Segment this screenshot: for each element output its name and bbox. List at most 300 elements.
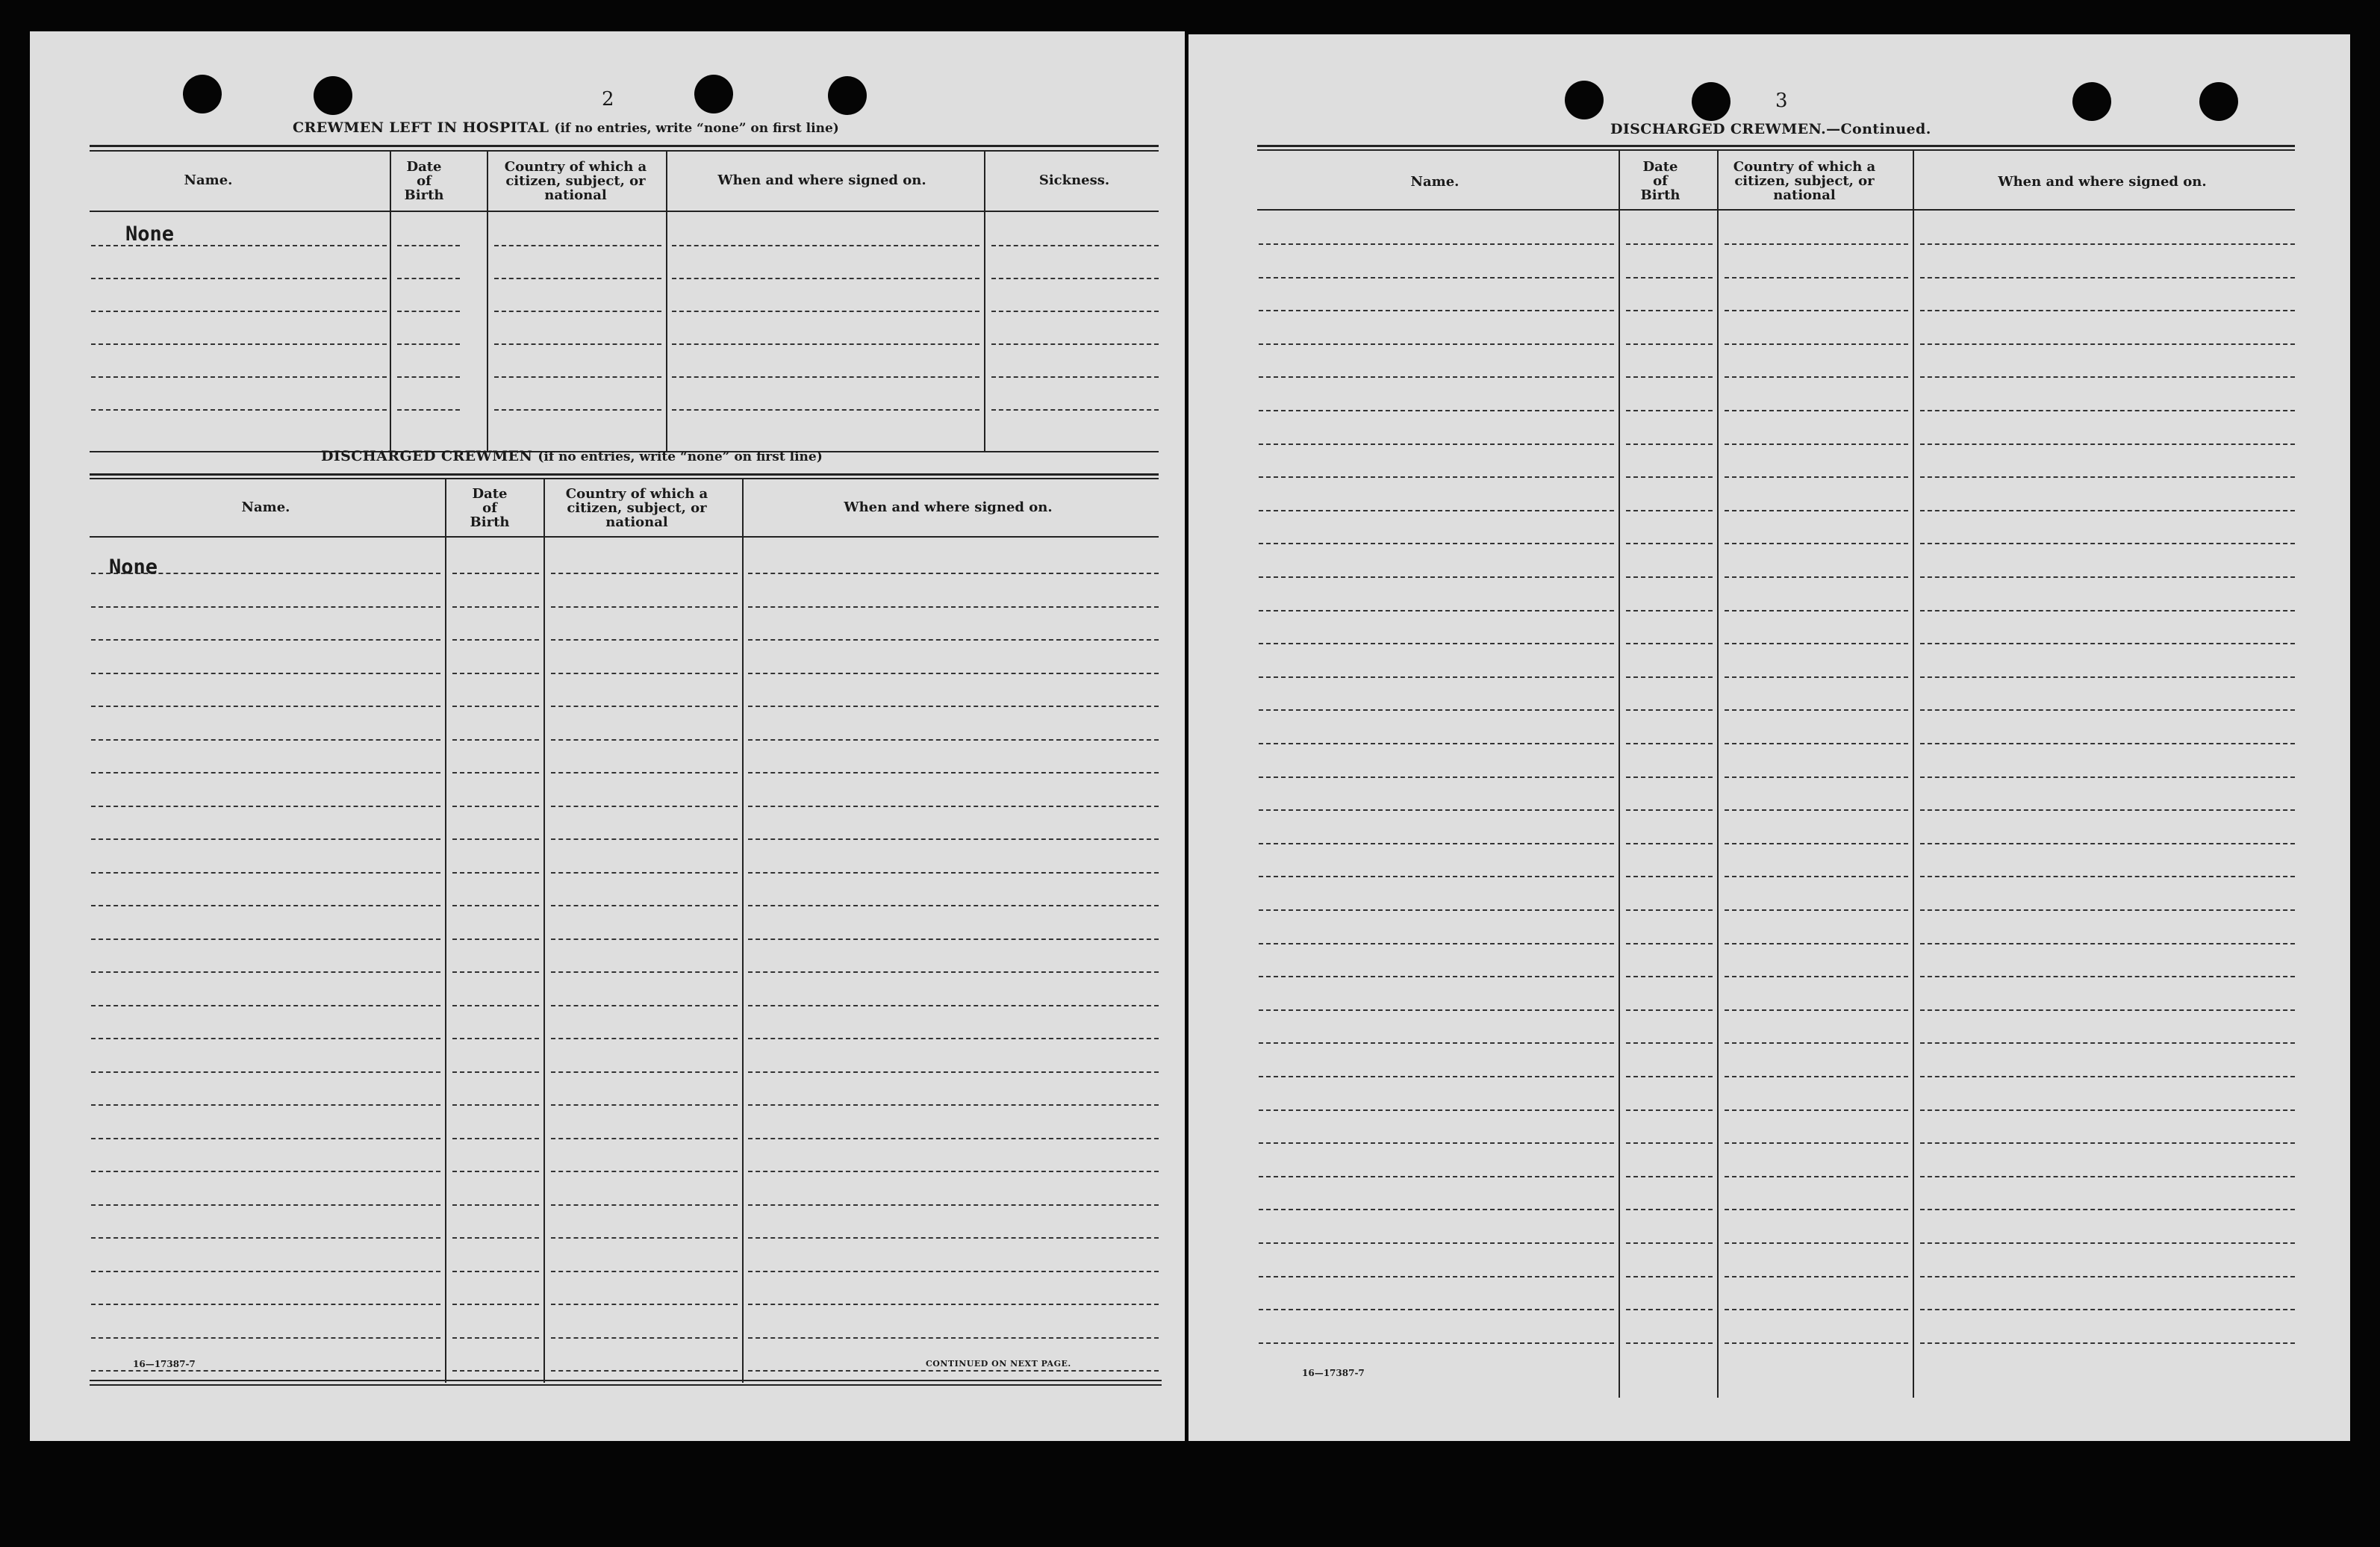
ruled-line: [1259, 809, 1614, 811]
ruled-line: [748, 971, 1159, 973]
ruled-line: [1259, 443, 1614, 445]
ruled-line: [1920, 776, 2295, 778]
ruled-line: [1725, 410, 1908, 411]
ruled-line: [1259, 843, 1614, 844]
ruled-line: [1920, 476, 2295, 478]
ruled-line: [91, 971, 440, 973]
punch-hole: [1692, 82, 1731, 121]
ruled-line: [1259, 1176, 1614, 1177]
ruled-line: [1626, 277, 1713, 278]
ruled-line: [1626, 1209, 1713, 1210]
ruled-line: [672, 278, 979, 279]
ruled-line: [748, 1071, 1159, 1073]
ruled-line: [748, 1138, 1159, 1139]
ruled-line: [1259, 343, 1614, 345]
ruled-line: [1920, 443, 2295, 445]
ruled-line: [1259, 643, 1614, 644]
ruled-line: [748, 573, 1159, 574]
punch-hole: [694, 75, 733, 113]
ruled-line: [551, 1271, 738, 1272]
discharged-section-title: [321, 448, 823, 464]
ruled-line: [1259, 1142, 1614, 1144]
punch-hole: [2072, 82, 2111, 121]
ruled-line: [748, 905, 1159, 906]
ruled-line: [748, 1104, 1159, 1106]
ruled-line: [1920, 376, 2295, 378]
ruled-line: [1920, 1109, 2295, 1111]
ruled-line: [91, 838, 440, 840]
ruled-line: [1626, 1076, 1713, 1077]
ruled-line: [1920, 909, 2295, 911]
ruled-line: [452, 573, 539, 574]
ruled-line: [1725, 1109, 1908, 1111]
ruled-line: [1725, 1342, 1908, 1344]
ruled-line: [551, 838, 738, 840]
ruled-line: [551, 706, 738, 707]
ruled-line: [1920, 1276, 2295, 1277]
ruled-line: [1920, 576, 2295, 578]
ruled-line: [672, 245, 979, 246]
ruled-line: [91, 706, 440, 707]
ruled-line: [91, 1271, 440, 1272]
ruled-line: [452, 905, 539, 906]
ruled-line: [748, 1271, 1159, 1272]
ruled-line: [452, 1005, 539, 1006]
discharged-title-note: (if no entries, write “none” on first line): [538, 449, 823, 464]
ruled-line: [91, 1104, 440, 1106]
ruled-line: [748, 1005, 1159, 1006]
ruled-line: [1920, 876, 2295, 877]
ruled-line: [1626, 876, 1713, 877]
ruled-line: [1259, 476, 1614, 478]
ruled-line: [91, 905, 440, 906]
ruled-line: [672, 376, 979, 378]
ruled-line: [1725, 676, 1908, 678]
ruled-line: [1259, 776, 1614, 778]
ruled-line: [1626, 676, 1713, 678]
ruled-line: [1920, 1009, 2295, 1011]
ruled-line: [748, 838, 1159, 840]
ruled-line: [551, 1304, 738, 1305]
hospital-entry: None: [125, 222, 175, 246]
ruled-line: [91, 939, 440, 940]
ruled-line: [452, 739, 539, 741]
ruled-line: [1920, 843, 2295, 844]
ruled-line: [1920, 676, 2295, 678]
ruled-line: [551, 639, 738, 641]
ruled-line: [1626, 443, 1713, 445]
ruled-line: [494, 278, 661, 279]
ruled-line: [397, 343, 460, 345]
ruled-line: [1725, 343, 1908, 345]
ruled-line: [91, 1204, 440, 1206]
ruled-line: [748, 739, 1159, 741]
ruled-line: [551, 1370, 738, 1372]
ruled-line: [551, 971, 738, 973]
ruled-line: [551, 606, 738, 608]
ruled-line: [452, 1138, 539, 1139]
ruled-line: [1259, 876, 1614, 877]
ruled-line: [1920, 643, 2295, 644]
ruled-line: [1259, 576, 1614, 578]
ruled-line: [91, 806, 440, 807]
ruled-line: [748, 639, 1159, 641]
ruled-line: [452, 673, 539, 674]
right-section-title: DISCHARGED CREWMEN.—Continued.: [1610, 121, 1931, 137]
left-form-page: [30, 31, 1185, 1441]
ruled-line: [1725, 476, 1908, 478]
ruled-line: [1259, 610, 1614, 611]
ruled-line: [1626, 1142, 1713, 1144]
ruled-line: [1626, 776, 1713, 778]
punch-hole: [183, 75, 222, 113]
ruled-line: [1626, 1009, 1713, 1011]
ruled-line: [1259, 310, 1614, 311]
discharged-entry: None: [109, 555, 158, 579]
col-name: Name.: [184, 172, 233, 188]
ruled-line: [1259, 410, 1614, 411]
ruled-line: [1626, 743, 1713, 744]
ruled-line: [1920, 277, 2295, 278]
ruled-line: [551, 806, 738, 807]
ruled-line: [1920, 1076, 2295, 1077]
ruled-line: [551, 1204, 738, 1206]
ruled-line: [551, 1171, 738, 1172]
ruled-line: [91, 311, 387, 312]
col-country: Country of which a citizen, subject, or national: [1733, 159, 1876, 203]
col-date-of-birth: Date of Birth: [470, 486, 510, 530]
ruled-line: [672, 343, 979, 345]
ruled-line: [1259, 1276, 1614, 1277]
ruled-line: [1725, 876, 1908, 877]
ruled-line: [1725, 543, 1908, 544]
ruled-line: [1259, 1342, 1614, 1344]
ruled-line: [1725, 243, 1908, 245]
ruled-line: [1920, 610, 2295, 611]
ruled-line: [1725, 709, 1908, 711]
ruled-line: [1920, 410, 2295, 411]
ruled-line: [1725, 1309, 1908, 1310]
ruled-line: [1725, 310, 1908, 311]
ruled-line: [551, 739, 738, 741]
ruled-line: [1920, 809, 2295, 811]
ruled-line: [1725, 943, 1908, 944]
ruled-line: [1725, 1009, 1908, 1011]
ruled-line: [494, 376, 661, 378]
ruled-line: [1259, 543, 1614, 544]
ruled-line: [91, 872, 440, 874]
ruled-line: [494, 409, 661, 411]
ruled-line: [1725, 1242, 1908, 1244]
ruled-line: [1259, 1242, 1614, 1244]
ruled-line: [1626, 476, 1713, 478]
ruled-line: [1259, 243, 1614, 245]
ruled-line: [452, 772, 539, 774]
ruled-line: [452, 1337, 539, 1339]
ruled-line: [748, 673, 1159, 674]
ruled-line: [991, 409, 1159, 411]
ruled-line: [551, 772, 738, 774]
ruled-line: [91, 1171, 440, 1172]
col-date-of-birth: Date of Birth: [1640, 159, 1680, 203]
col-when-where: When and where signed on.: [717, 172, 926, 188]
ruled-line: [91, 1138, 440, 1139]
ruled-line: [1626, 410, 1713, 411]
punch-hole: [1565, 81, 1604, 119]
ruled-line: [1725, 976, 1908, 977]
ruled-line: [1725, 809, 1908, 811]
ruled-line: [452, 1204, 539, 1206]
ruled-line: [397, 278, 460, 279]
ruled-line: [991, 376, 1159, 378]
ruled-line: [91, 1337, 440, 1339]
ruled-line: [1626, 976, 1713, 977]
ruled-line: [748, 1370, 1159, 1372]
ruled-line: [91, 1038, 440, 1039]
ruled-line: [672, 409, 979, 411]
ruled-line: [91, 278, 387, 279]
ruled-line: [1626, 943, 1713, 944]
ruled-line: [452, 1038, 539, 1039]
ruled-line: [1725, 277, 1908, 278]
ruled-line: [91, 772, 440, 774]
ruled-line: [397, 245, 460, 246]
punch-hole: [314, 76, 352, 115]
ruled-line: [397, 311, 460, 312]
ruled-line: [91, 1370, 440, 1372]
ruled-line: [1920, 543, 2295, 544]
ruled-line: [748, 939, 1159, 940]
ruled-line: [748, 706, 1159, 707]
ruled-line: [748, 806, 1159, 807]
ruled-line: [452, 706, 539, 707]
ruled-line: [91, 1005, 440, 1006]
ruled-line: [1725, 1176, 1908, 1177]
ruled-line: [991, 245, 1159, 246]
ruled-line: [1920, 243, 2295, 245]
ruled-line: [1725, 510, 1908, 511]
ruled-line: [1920, 1309, 2295, 1310]
ruled-line: [452, 606, 539, 608]
ruled-line: [452, 806, 539, 807]
ruled-line: [1725, 376, 1908, 378]
ruled-line: [1920, 1176, 2295, 1177]
ruled-line: [1626, 510, 1713, 511]
ruled-line: [91, 343, 387, 345]
ruled-line: [91, 739, 440, 741]
ruled-line: [1626, 909, 1713, 911]
ruled-line: [551, 1237, 738, 1239]
col-sickness: Sickness.: [1038, 172, 1110, 188]
ruled-line: [672, 311, 979, 312]
ruled-line: [91, 606, 440, 608]
ruled-line: [1259, 1209, 1614, 1210]
ruled-line: [91, 409, 387, 411]
ruled-line: [494, 343, 661, 345]
ruled-line: [748, 1304, 1159, 1305]
ruled-line: [551, 1005, 738, 1006]
col-country: Country of which a citizen, subject, or national: [504, 159, 647, 203]
form-number: 16—17387-7: [133, 1359, 196, 1369]
ruled-line: [452, 872, 539, 874]
ruled-line: [494, 245, 661, 246]
ruled-line: [1725, 576, 1908, 578]
ruled-line: [91, 1304, 440, 1305]
ruled-line: [1725, 909, 1908, 911]
ruled-line: [1259, 676, 1614, 678]
ruled-line: [397, 376, 460, 378]
ruled-line: [1626, 1242, 1713, 1244]
ruled-line: [1259, 943, 1614, 944]
ruled-line: [1920, 1209, 2295, 1210]
right-form-page: [1189, 34, 2350, 1441]
ruled-line: [1259, 976, 1614, 977]
ruled-line: [1920, 310, 2295, 311]
punch-hole: [2199, 82, 2238, 121]
ruled-line: [551, 1038, 738, 1039]
ruled-line: [452, 1237, 539, 1239]
ruled-line: [1626, 1309, 1713, 1310]
ruled-line: [551, 673, 738, 674]
ruled-line: [91, 673, 440, 674]
ruled-line: [1725, 1076, 1908, 1077]
ruled-line: [452, 1104, 539, 1106]
ruled-line: [748, 606, 1159, 608]
ruled-line: [1920, 1042, 2295, 1044]
ruled-line: [551, 905, 738, 906]
ruled-line: [551, 1138, 738, 1139]
ruled-line: [1920, 1242, 2295, 1244]
hospital-section-title: [293, 119, 839, 136]
ruled-line: [1259, 510, 1614, 511]
ruled-line: [1259, 1109, 1614, 1111]
ruled-line: [991, 278, 1159, 279]
ruled-line: [91, 1071, 440, 1073]
ruled-line: [1920, 709, 2295, 711]
ruled-line: [1725, 443, 1908, 445]
ruled-line: [1626, 376, 1713, 378]
ruled-line: [452, 1271, 539, 1272]
ruled-line: [1259, 743, 1614, 744]
ruled-line: [1725, 1142, 1908, 1144]
ruled-line: [1259, 1009, 1614, 1011]
ruled-line: [748, 772, 1159, 774]
col-date-of-birth: Date of Birth: [404, 159, 444, 203]
page-number: 3: [1775, 90, 1788, 112]
ruled-line: [1626, 310, 1713, 311]
ruled-line: [1920, 1342, 2295, 1344]
col-when-where: When and where signed on.: [1998, 174, 2207, 190]
ruled-line: [1259, 376, 1614, 378]
ruled-line: [991, 343, 1159, 345]
col-when-where: When and where signed on.: [844, 499, 1053, 515]
ruled-line: [1626, 610, 1713, 611]
ruled-line: [1626, 643, 1713, 644]
ruled-line: [1725, 1209, 1908, 1210]
ruled-line: [551, 939, 738, 940]
ruled-line: [1920, 976, 2295, 977]
ruled-line: [1259, 1076, 1614, 1077]
punch-hole: [828, 76, 867, 115]
ruled-line: [991, 311, 1159, 312]
ruled-line: [1725, 776, 1908, 778]
ruled-line: [748, 1038, 1159, 1039]
ruled-line: [452, 971, 539, 973]
ruled-line: [452, 1304, 539, 1305]
page-number: 2: [602, 88, 614, 110]
col-name: Name.: [1410, 174, 1460, 190]
ruled-line: [1626, 1109, 1713, 1111]
ruled-line: [1725, 843, 1908, 844]
ruled-line: [452, 1370, 539, 1372]
ruled-line: [748, 1171, 1159, 1172]
ruled-line: [1920, 510, 2295, 511]
ruled-line: [748, 1337, 1159, 1339]
ruled-line: [551, 872, 738, 874]
ruled-line: [551, 1337, 738, 1339]
ruled-line: [91, 639, 440, 641]
ruled-line: [1626, 343, 1713, 345]
ruled-line: [452, 1071, 539, 1073]
ruled-line: [551, 1071, 738, 1073]
ruled-line: [397, 409, 460, 411]
ruled-line: [1725, 610, 1908, 611]
ruled-line: [91, 1237, 440, 1239]
ruled-line: [452, 639, 539, 641]
ruled-line: [1626, 576, 1713, 578]
hospital-title-text: CREWMEN LEFT IN HOSPITAL: [293, 119, 549, 136]
ruled-line: [1259, 909, 1614, 911]
col-country: Country of which a citizen, subject, or national: [565, 486, 708, 530]
ruled-line: [748, 1237, 1159, 1239]
ruled-line: [551, 1104, 738, 1106]
discharged-title-text: DISCHARGED CREWMEN: [321, 448, 533, 464]
ruled-line: [452, 838, 539, 840]
ruled-line: [494, 311, 661, 312]
ruled-line: [748, 872, 1159, 874]
ruled-line: [1259, 1042, 1614, 1044]
ruled-line: [1725, 643, 1908, 644]
ruled-line: [1259, 709, 1614, 711]
continued-note: CONTINUED ON NEXT PAGE.: [926, 1359, 1071, 1369]
ruled-line: [1626, 709, 1713, 711]
ruled-line: [748, 1204, 1159, 1206]
ruled-line: [1626, 1042, 1713, 1044]
col-name: Name.: [241, 499, 290, 515]
ruled-line: [1920, 1142, 2295, 1144]
ruled-line: [1626, 809, 1713, 811]
ruled-line: [1725, 1276, 1908, 1277]
ruled-line: [551, 573, 738, 574]
ruled-line: [452, 939, 539, 940]
ruled-line: [1725, 1042, 1908, 1044]
ruled-line: [1920, 743, 2295, 744]
ruled-line: [1626, 1176, 1713, 1177]
hospital-title-note: (if no entries, write “none” on first line): [554, 121, 839, 136]
ruled-line: [1920, 343, 2295, 345]
ruled-line: [1725, 743, 1908, 744]
ruled-line: [1259, 277, 1614, 278]
ruled-line: [91, 376, 387, 378]
ruled-line: [1626, 543, 1713, 544]
ruled-line: [1626, 1342, 1713, 1344]
ruled-line: [1259, 1309, 1614, 1310]
ruled-line: [1920, 943, 2295, 944]
form-number: 16—17387-7: [1302, 1368, 1365, 1378]
ruled-line: [452, 1171, 539, 1172]
ruled-line: [1626, 243, 1713, 245]
ruled-line: [1626, 843, 1713, 844]
